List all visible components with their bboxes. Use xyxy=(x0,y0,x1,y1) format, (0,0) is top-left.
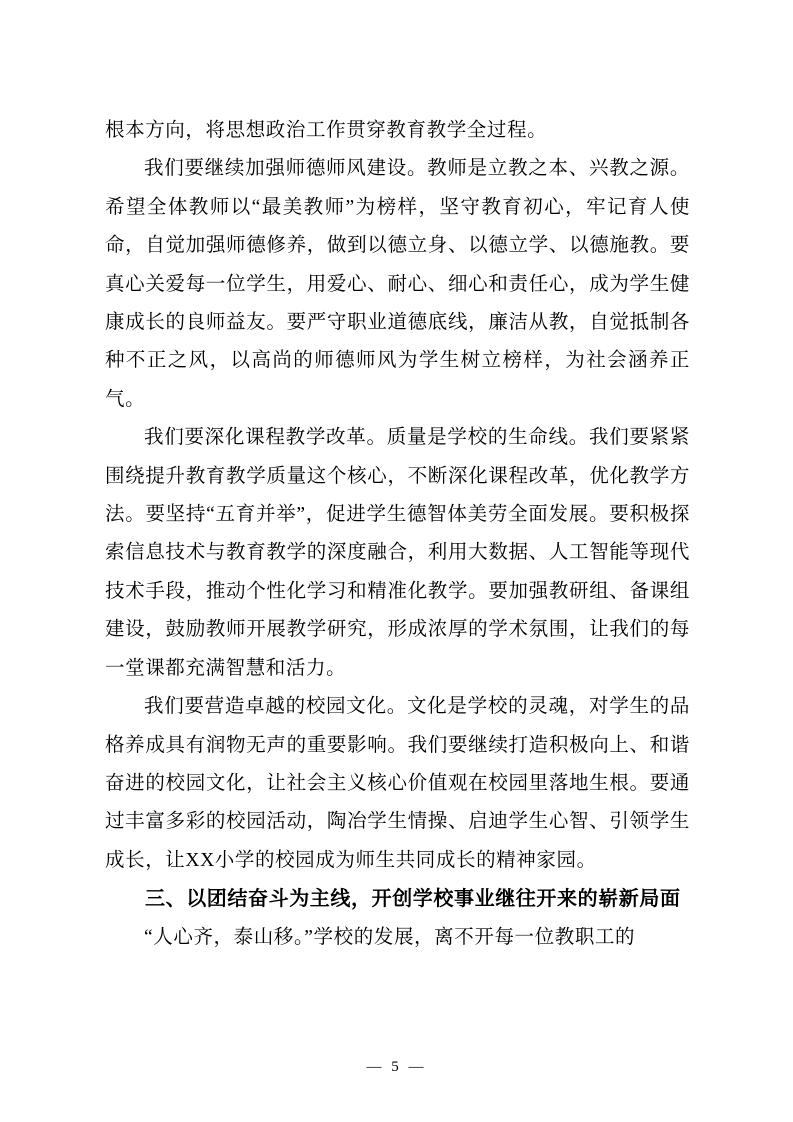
paragraph: 我们要继续加强师德师风建设。教师是立教之本、兴教之源。希望全体教师以“最美教师”为榜样，坚守教育初心，牢记育人使命，自觉加强师德修养，做到以德立身、以德立学、以德施教。要真心关爱每一位学生，用爱心、耐心、细心和责任心，成为学生健康成长的良师益友。要严守职业道德底线，廉洁从教，自觉抵制各种不正之风，以高尚的师德师风为学生树立榜样，为社会涵养正气。 xyxy=(105,158,690,410)
paragraph: 我们要深化课程教学改革。质量是学校的生命线。我们要紧紧围绕提升教育教学质量这个核心，不断深化课程改革，优化教学方法。要坚持“五育并举”，促进学生德智体美劳全面发展。要积极探索信息技术与教育教学的深度融合，利用大数据、人工智能等现代技术手段，推动个性化学习和精准化教学。要加强教研组、备课组建设，鼓励教师开展教学研究，形成浓厚的学术氛围，让我们的每一堂课都充满智慧和活力。 xyxy=(105,427,690,679)
paragraph-continuation: 根本方向，将思想政治工作贯穿教育教学全过程。 xyxy=(105,120,548,141)
page-number: — 5 — xyxy=(366,1059,427,1075)
document-body xyxy=(105,112,690,957)
paragraph: “人心齐，泰山移。”学校的发展，离不开每一位教职工的 xyxy=(144,926,636,948)
section-heading: 三、以团结奋斗为主线，开创学校事业继往开来的崭新局面 xyxy=(145,888,681,911)
paragraph: 我们要营造卓越的校园文化。文化是学校的灵魂，对学生的品格养成具有润物无声的重要影响。我们要继续打造积极向上、和谐奋进的校园文化，让社会主义核心价值观在校园里落地生根。要通过丰富多彩的校园活动，陶冶学生情操、启迪学生心智、引领学生成长，让XX小学的校园成为师生共同成长的精神家园。 xyxy=(105,696,690,871)
